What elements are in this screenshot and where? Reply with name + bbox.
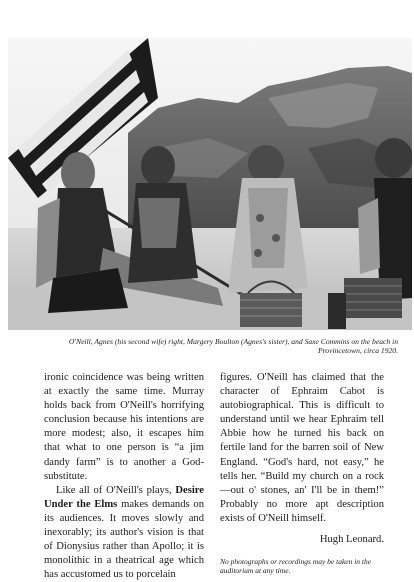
paragraph-2-intro: Like all of O'Neill's plays, — [56, 484, 176, 496]
photo-illustration — [8, 38, 412, 330]
left-paragraph-1: ironic coincidence was being written at exactly the same time. Murray holds back from O'Neill's horrifying conclusion because his intentions are more modest; also, it escapes him that what to one person is “a jim dandy farm” is to another a God-substitute. — [44, 372, 204, 482]
author-signature: Hugh Leonard. — [319, 534, 384, 546]
auditorium-notice: No photographs or recordings may be taken in the auditorium at any time. — [220, 557, 372, 576]
paragraph-2-body: makes demands on its audiences. It moves slowly and inexorably; its author's vision is that of Dionysius rather than Apollo; it is monolithic in a theatrical age which has accustomed us to porcelain — [44, 498, 204, 581]
left-paragraph-2 — [44, 484, 204, 582]
play-title: Desire Under the Elms — [44, 484, 204, 510]
photo-caption: O'Neill, Agnes (his second wife) right, Margery Boulton (Agnes's sister), and Saxe Commins on the beach in Provincetown, circa 1920. — [68, 337, 398, 355]
beach-photograph — [8, 38, 412, 330]
left-text-column — [44, 371, 204, 582]
right-paragraph-1: figures. O'Neill has claimed that the character of Ephraim Cabot is autobiographical. This is difficult to understand until we hear Ephraim tell Abbie how he turned his back on fertile land for the barren soil of New England. “God's hard, not easy,” he tells her. “Build my church on a rock—out o' stones, an' I'll be in them!” Probably no more apt description exists of O'Neill himself. — [220, 372, 384, 524]
right-text-column — [220, 371, 384, 575]
